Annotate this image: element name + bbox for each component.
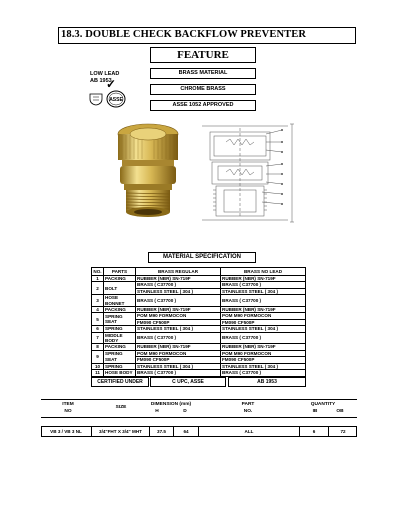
cell-part: SPRING [104,363,136,369]
cell-nolead: RUBBER (NBR) SN-719F [221,307,306,313]
cell-no: 10 [92,363,104,369]
feature-heading-box [150,47,256,63]
header-ob: OB [336,409,344,414]
cell-no: 6 [92,326,104,332]
asse-logo-icon [106,90,126,108]
cell-no: 1 [92,276,104,282]
cell-part: HOSE BODY [104,370,136,376]
col-parts: PARTS [104,268,136,276]
divider [41,436,357,437]
cell-regular: RUBBER (NBR) SN-719F [136,344,221,350]
cell-regular: STAINLESS STEEL ( 304 ) [136,326,221,332]
cell-nolead: RUBBER (NBR) SN-719F [221,276,306,282]
cell-no: 8 [92,344,104,350]
cell-regular: STAINLESS STEEL ( 304 ) [136,288,221,294]
low-lead-line2: AB 1953 [90,77,112,84]
cell-nolead: POM M90 FORMOCON [221,313,306,319]
cell-no: 4 [92,307,104,313]
cell-part: PACKING [104,276,136,282]
technical-drawing [196,120,300,224]
product-photo [108,122,188,220]
cell-nolead: FM090 CF500P [221,357,306,363]
feature-badge-brass: BRASS MATERIAL [150,68,256,79]
cell-nolead: BRASS ( C37700 ) [221,370,306,376]
page-title: 18.3. DOUBLE CHECK BACKFLOW PREVENTER [61,29,307,40]
certification-shield-icon [88,92,104,106]
feature-badge-chrome: CHROME BRASS [150,84,256,95]
feature-badge-asse: ASSE 1052 APPROVED [150,100,256,111]
cell-part: SPRING SEAT [104,350,136,363]
cell-regular: BRASS ( C37700 ) [136,295,221,307]
cell-nolead: BRASS ( C37700 ) [221,282,306,288]
feature-heading: FEATURE [177,49,229,61]
header-part-no: NO. [243,409,253,414]
cell-no: 5 [92,313,104,326]
cell-part: PACKING [104,307,136,313]
checkmark-icon: ✓ [106,77,117,91]
cell-part: SPRING [104,326,136,332]
cell-regular: BRASS ( C37700 ) [136,282,221,288]
certified-value-1: C UPC, ASSE [150,377,226,387]
cell-regular: FM090 CF500P [136,319,221,325]
cell-regular: RUBBER (NBR) SN-719F [136,276,221,282]
cell-part: ALL [199,427,300,436]
header-item: ITEM [62,402,74,407]
cell-part: MIDDLE BODY [104,332,136,344]
cell-d: 64 [174,427,199,436]
col-no: NO. [93,268,102,274]
material-spec-heading-box [148,252,256,263]
header-h: H [155,409,159,414]
col-brass-no-lead: BRASS NO LEAD [221,268,306,276]
cell-no: 7 [92,332,104,344]
divider [41,427,42,436]
cell-regular: BRASS ( C37700 ) [136,370,221,376]
cell-h: 37.5 [150,427,174,436]
cell-regular: POM M90 FORMOCON [136,313,221,319]
cell-nolead: STAINLESS STEEL ( 304 ) [221,288,306,294]
cell-nolead: STAINLESS STEEL ( 304 ) [221,326,306,332]
cell-nolead: RUBBER (NBR) SN-719F [221,344,306,350]
cell-regular: FM090 CF500P [136,357,221,363]
material-table [91,267,306,377]
cell-nolead: FM090 CF500P [221,319,306,325]
header-quantity: QUANTITY [310,402,336,407]
divider [41,399,357,400]
cell-size: 3/4"FHT X 3/4" MHT [92,427,150,436]
cell-no: 3 [92,295,104,307]
cell-regular: POM M90 FORMOCON [136,350,221,356]
certified-value-2: AB 1953 [228,377,306,387]
header-d: D [183,409,187,414]
col-brass-regular: BRASS REGULAR [136,268,221,276]
cell-ob: 72 [340,429,346,434]
cell-no: 11 [92,370,104,376]
product-table-row [41,427,357,436]
header-part: PART [241,402,255,407]
cell-nolead: POM M90 FORMOCON [221,350,306,356]
table-row [92,370,306,376]
header-dimension: DIMENSION (mm) [150,402,192,407]
divider [356,427,357,436]
asse-logo-text: ASSE [109,97,123,103]
header-ib: IB [312,409,318,414]
certified-row [91,377,306,386]
cell-regular: STAINLESS STEEL ( 304 ) [136,363,221,369]
divider [41,417,357,418]
cell-nolead: STAINLESS STEEL ( 304 ) [221,363,306,369]
cell-part: BOLT [104,282,136,295]
header-size: SIZE [115,405,127,410]
cell-no: 2 [92,282,104,295]
cell-no: 9 [92,350,104,363]
table-row [92,295,306,307]
material-table-header [92,268,306,276]
cell-ib: 6 [300,427,329,436]
cell-item: VB 3 / VB 3 NL [41,427,92,436]
header-no: NO [64,409,72,414]
title-box [58,27,356,44]
cell-part: HOSE BONNET [104,295,136,307]
product-table-header [41,402,357,417]
cell-part: SPRING SEAT [104,313,136,326]
cell-regular: RUBBER (NBR) SN-719F [136,307,221,313]
cell-part: PACKING [104,344,136,350]
table-row [92,332,306,344]
cell-regular: BRASS ( C37700 ) [136,332,221,344]
cell-nolead: BRASS ( C37700 ) [221,295,306,307]
certified-label: CERTIFIED UNDER [91,377,149,387]
cell-nolead: BRASS ( C37700 ) [221,332,306,344]
low-lead-line1: LOW LEAD [90,71,120,77]
material-spec-heading: MATERIAL SPECIFICATION [163,254,241,260]
